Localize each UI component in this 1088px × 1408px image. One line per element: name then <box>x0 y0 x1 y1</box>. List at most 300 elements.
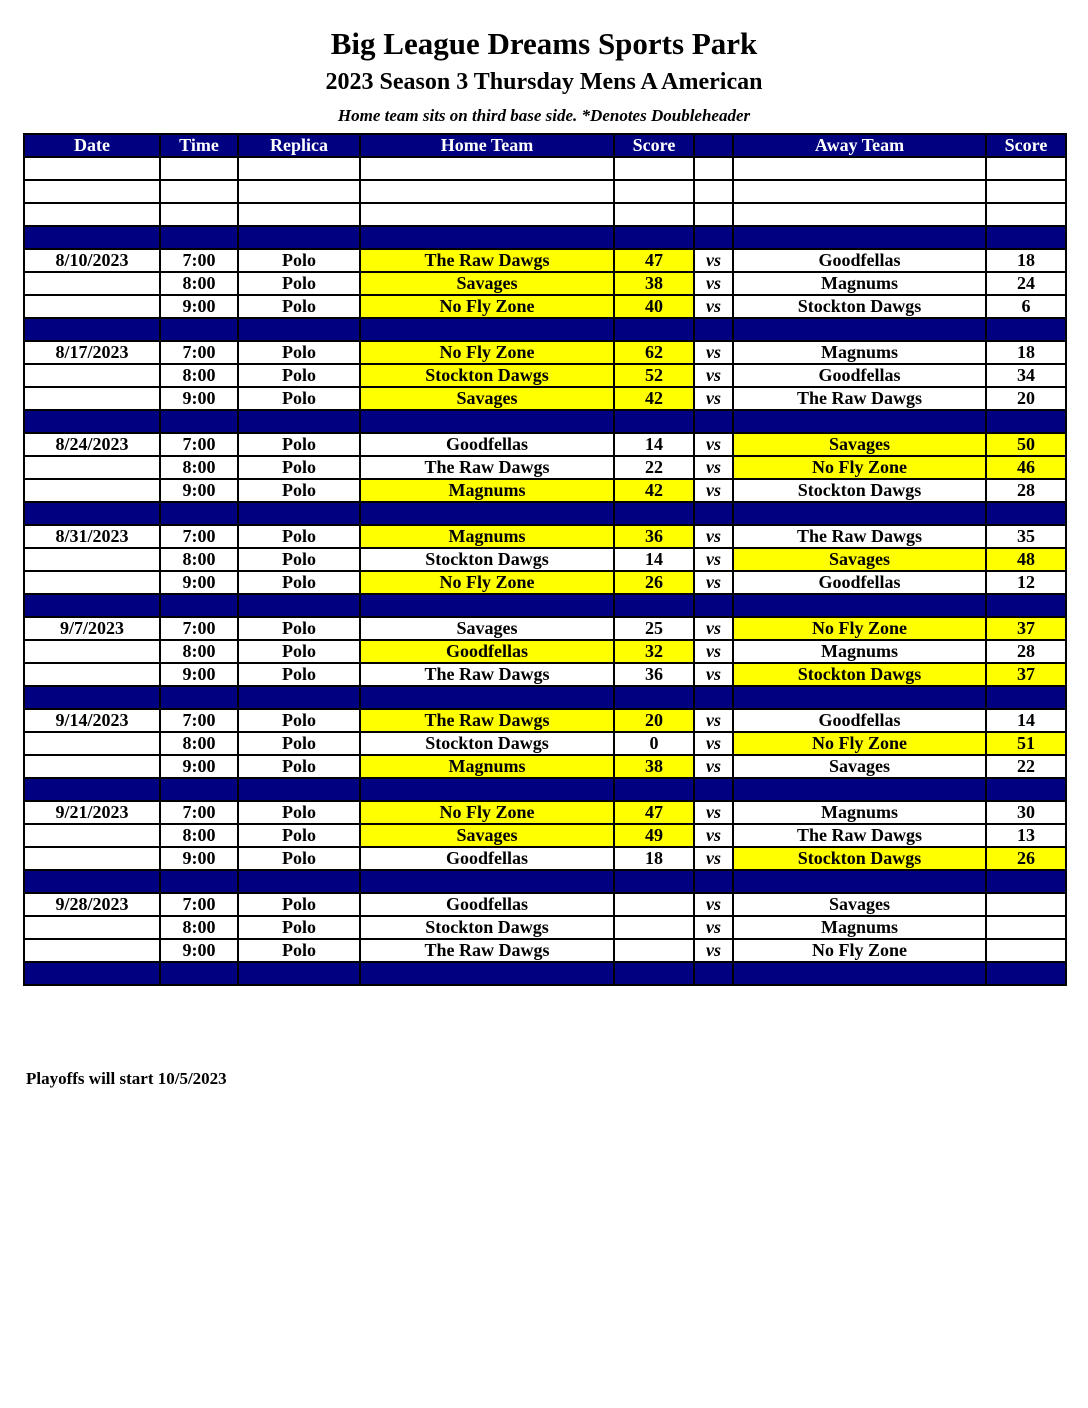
empty-cell <box>694 686 733 709</box>
game-time: 8:00 <box>160 456 238 479</box>
empty-cell <box>733 180 986 203</box>
home-team: Goodfellas <box>360 893 614 916</box>
game-time: 8:00 <box>160 548 238 571</box>
empty-cell <box>238 226 360 249</box>
away-team: Goodfellas <box>733 249 986 272</box>
game-date: 8/31/2023 <box>24 525 160 548</box>
empty-cell <box>160 203 238 226</box>
away-score: 37 <box>986 663 1066 686</box>
home-team: No Fly Zone <box>360 801 614 824</box>
empty-cell <box>614 594 694 617</box>
empty-cell <box>24 778 160 801</box>
vs-label: vs <box>694 755 733 778</box>
game-replica: Polo <box>238 479 360 502</box>
week-separator <box>24 686 1066 709</box>
game-row <box>24 525 1066 548</box>
away-team: Magnums <box>733 272 986 295</box>
home-team: The Raw Dawgs <box>360 939 614 962</box>
empty-cell <box>733 594 986 617</box>
schedule-table <box>23 133 1067 986</box>
empty-cell <box>24 157 160 180</box>
home-score: 18 <box>614 847 694 870</box>
away-team: Stockton Dawgs <box>733 663 986 686</box>
game-time: 7:00 <box>160 525 238 548</box>
game-date: 9/7/2023 <box>24 617 160 640</box>
empty-cell <box>733 502 986 525</box>
home-team: Magnums <box>360 479 614 502</box>
game-row <box>24 732 1066 755</box>
home-score: 32 <box>614 640 694 663</box>
empty-cell <box>160 410 238 433</box>
empty-cell <box>694 180 733 203</box>
empty-cell <box>238 203 360 226</box>
away-team: The Raw Dawgs <box>733 387 986 410</box>
game-replica: Polo <box>238 433 360 456</box>
game-date <box>24 916 160 939</box>
empty-cell <box>986 686 1066 709</box>
empty-cell <box>733 870 986 893</box>
empty-cell <box>238 778 360 801</box>
home-team: Magnums <box>360 525 614 548</box>
game-replica: Polo <box>238 617 360 640</box>
empty-cell <box>160 870 238 893</box>
empty-cell <box>360 870 614 893</box>
game-row <box>24 479 1066 502</box>
game-replica: Polo <box>238 916 360 939</box>
schedule-body <box>24 157 1066 985</box>
game-replica: Polo <box>238 847 360 870</box>
empty-cell <box>360 410 614 433</box>
home-score: 14 <box>614 433 694 456</box>
away-score <box>986 916 1066 939</box>
home-team: No Fly Zone <box>360 571 614 594</box>
empty-cell <box>986 962 1066 985</box>
game-time: 7:00 <box>160 893 238 916</box>
vs-label: vs <box>694 617 733 640</box>
empty-cell <box>694 778 733 801</box>
game-row <box>24 916 1066 939</box>
home-team: Goodfellas <box>360 640 614 663</box>
empty-cell <box>360 203 614 226</box>
game-time: 9:00 <box>160 755 238 778</box>
game-date: 8/10/2023 <box>24 249 160 272</box>
week-separator <box>24 962 1066 985</box>
blank-row <box>24 157 1066 180</box>
empty-cell <box>614 180 694 203</box>
game-date <box>24 732 160 755</box>
game-date <box>24 387 160 410</box>
empty-cell <box>733 318 986 341</box>
away-score: 34 <box>986 364 1066 387</box>
home-score: 36 <box>614 663 694 686</box>
home-team: Savages <box>360 387 614 410</box>
game-replica: Polo <box>238 272 360 295</box>
away-score: 26 <box>986 847 1066 870</box>
vs-label: vs <box>694 433 733 456</box>
game-row <box>24 893 1066 916</box>
away-score: 28 <box>986 479 1066 502</box>
empty-cell <box>694 962 733 985</box>
away-score: 35 <box>986 525 1066 548</box>
empty-cell <box>24 594 160 617</box>
home-score: 47 <box>614 249 694 272</box>
game-time: 9:00 <box>160 663 238 686</box>
away-score: 48 <box>986 548 1066 571</box>
empty-cell <box>614 686 694 709</box>
game-time: 8:00 <box>160 824 238 847</box>
home-score: 26 <box>614 571 694 594</box>
empty-cell <box>160 502 238 525</box>
home-team: Stockton Dawgs <box>360 548 614 571</box>
empty-cell <box>160 318 238 341</box>
empty-cell <box>733 226 986 249</box>
empty-cell <box>986 410 1066 433</box>
empty-cell <box>160 594 238 617</box>
game-date: 9/14/2023 <box>24 709 160 732</box>
game-time: 9:00 <box>160 295 238 318</box>
home-score <box>614 916 694 939</box>
game-row <box>24 801 1066 824</box>
away-team: The Raw Dawgs <box>733 824 986 847</box>
vs-label: vs <box>694 387 733 410</box>
empty-cell <box>614 203 694 226</box>
empty-cell <box>694 870 733 893</box>
home-team: The Raw Dawgs <box>360 249 614 272</box>
game-replica: Polo <box>238 571 360 594</box>
away-team: Savages <box>733 893 986 916</box>
home-score: 42 <box>614 479 694 502</box>
game-replica: Polo <box>238 663 360 686</box>
away-score: 14 <box>986 709 1066 732</box>
game-row <box>24 341 1066 364</box>
game-replica: Polo <box>238 295 360 318</box>
vs-label: vs <box>694 916 733 939</box>
empty-cell <box>160 686 238 709</box>
home-team: Savages <box>360 824 614 847</box>
game-row <box>24 295 1066 318</box>
empty-cell <box>733 778 986 801</box>
home-team: Goodfellas <box>360 847 614 870</box>
empty-cell <box>238 686 360 709</box>
empty-cell <box>360 180 614 203</box>
col-header-date: Date <box>24 134 160 157</box>
vs-label: vs <box>694 364 733 387</box>
game-time: 8:00 <box>160 640 238 663</box>
empty-cell <box>614 778 694 801</box>
game-date <box>24 755 160 778</box>
empty-cell <box>694 226 733 249</box>
game-date <box>24 663 160 686</box>
game-time: 9:00 <box>160 847 238 870</box>
week-separator <box>24 502 1066 525</box>
game-row <box>24 433 1066 456</box>
game-row <box>24 249 1066 272</box>
home-score: 36 <box>614 525 694 548</box>
vs-label: vs <box>694 709 733 732</box>
game-date <box>24 456 160 479</box>
empty-cell <box>24 180 160 203</box>
home-score: 38 <box>614 755 694 778</box>
home-score: 38 <box>614 272 694 295</box>
empty-cell <box>238 594 360 617</box>
game-date <box>24 640 160 663</box>
col-header-away-score: Score <box>986 134 1066 157</box>
game-time: 9:00 <box>160 387 238 410</box>
empty-cell <box>733 203 986 226</box>
empty-cell <box>360 157 614 180</box>
vs-label: vs <box>694 663 733 686</box>
blank-row <box>24 180 1066 203</box>
away-team: Magnums <box>733 916 986 939</box>
home-team: The Raw Dawgs <box>360 709 614 732</box>
game-time: 7:00 <box>160 249 238 272</box>
game-time: 8:00 <box>160 272 238 295</box>
empty-cell <box>160 778 238 801</box>
empty-cell <box>238 870 360 893</box>
week-separator <box>24 594 1066 617</box>
week-separator <box>24 778 1066 801</box>
home-team: The Raw Dawgs <box>360 663 614 686</box>
home-score: 52 <box>614 364 694 387</box>
home-team: The Raw Dawgs <box>360 456 614 479</box>
home-team: No Fly Zone <box>360 295 614 318</box>
col-header-time: Time <box>160 134 238 157</box>
empty-cell <box>360 502 614 525</box>
away-team: No Fly Zone <box>733 617 986 640</box>
game-replica: Polo <box>238 341 360 364</box>
vs-label: vs <box>694 732 733 755</box>
game-row <box>24 939 1066 962</box>
empty-cell <box>986 502 1066 525</box>
empty-cell <box>614 410 694 433</box>
away-team: Goodfellas <box>733 364 986 387</box>
away-team: The Raw Dawgs <box>733 525 986 548</box>
empty-cell <box>24 870 160 893</box>
home-score <box>614 893 694 916</box>
game-date <box>24 364 160 387</box>
empty-cell <box>614 157 694 180</box>
empty-cell <box>986 226 1066 249</box>
empty-cell <box>24 962 160 985</box>
game-row <box>24 755 1066 778</box>
empty-cell <box>360 594 614 617</box>
away-score: 30 <box>986 801 1066 824</box>
game-replica: Polo <box>238 824 360 847</box>
empty-cell <box>614 318 694 341</box>
home-score: 62 <box>614 341 694 364</box>
away-team: Savages <box>733 548 986 571</box>
vs-label: vs <box>694 341 733 364</box>
away-score: 46 <box>986 456 1066 479</box>
empty-cell <box>238 180 360 203</box>
away-team: No Fly Zone <box>733 732 986 755</box>
home-team: Goodfellas <box>360 433 614 456</box>
empty-cell <box>160 157 238 180</box>
away-team: Goodfellas <box>733 571 986 594</box>
game-replica: Polo <box>238 893 360 916</box>
game-row <box>24 640 1066 663</box>
away-team: Stockton Dawgs <box>733 479 986 502</box>
home-score: 40 <box>614 295 694 318</box>
game-date <box>24 548 160 571</box>
away-score: 22 <box>986 755 1066 778</box>
col-header-home-score: Score <box>614 134 694 157</box>
vs-label: vs <box>694 847 733 870</box>
game-row <box>24 548 1066 571</box>
empty-cell <box>24 502 160 525</box>
vs-label: vs <box>694 295 733 318</box>
game-replica: Polo <box>238 456 360 479</box>
vs-label: vs <box>694 456 733 479</box>
vs-label: vs <box>694 249 733 272</box>
game-time: 8:00 <box>160 364 238 387</box>
game-date <box>24 295 160 318</box>
empty-cell <box>614 502 694 525</box>
away-score: 13 <box>986 824 1066 847</box>
away-team: Savages <box>733 755 986 778</box>
empty-cell <box>24 686 160 709</box>
home-score: 42 <box>614 387 694 410</box>
empty-cell <box>160 962 238 985</box>
home-score: 0 <box>614 732 694 755</box>
empty-cell <box>360 318 614 341</box>
empty-cell <box>986 203 1066 226</box>
game-row <box>24 387 1066 410</box>
game-row <box>24 571 1066 594</box>
away-score <box>986 893 1066 916</box>
home-team: No Fly Zone <box>360 341 614 364</box>
home-score: 49 <box>614 824 694 847</box>
game-replica: Polo <box>238 387 360 410</box>
vs-label: vs <box>694 640 733 663</box>
game-row <box>24 709 1066 732</box>
game-row <box>24 272 1066 295</box>
away-team: Magnums <box>733 341 986 364</box>
week-separator <box>24 870 1066 893</box>
game-row <box>24 456 1066 479</box>
empty-cell <box>614 870 694 893</box>
game-time: 8:00 <box>160 916 238 939</box>
home-score <box>614 939 694 962</box>
game-time: 7:00 <box>160 617 238 640</box>
game-replica: Polo <box>238 364 360 387</box>
empty-cell <box>614 962 694 985</box>
game-date: 9/21/2023 <box>24 801 160 824</box>
empty-cell <box>238 410 360 433</box>
home-team: Stockton Dawgs <box>360 732 614 755</box>
home-team: Magnums <box>360 755 614 778</box>
home-team: Savages <box>360 617 614 640</box>
vs-label: vs <box>694 479 733 502</box>
empty-cell <box>986 180 1066 203</box>
home-team: Savages <box>360 272 614 295</box>
empty-cell <box>24 410 160 433</box>
empty-cell <box>238 157 360 180</box>
home-score: 25 <box>614 617 694 640</box>
game-date <box>24 571 160 594</box>
empty-cell <box>733 962 986 985</box>
away-score: 50 <box>986 433 1066 456</box>
away-team: No Fly Zone <box>733 939 986 962</box>
home-score: 22 <box>614 456 694 479</box>
away-score: 18 <box>986 341 1066 364</box>
home-score: 14 <box>614 548 694 571</box>
empty-cell <box>986 778 1066 801</box>
game-date <box>24 272 160 295</box>
vs-label: vs <box>694 548 733 571</box>
vs-label: vs <box>694 801 733 824</box>
empty-cell <box>733 410 986 433</box>
game-replica: Polo <box>238 755 360 778</box>
empty-cell <box>694 157 733 180</box>
game-time: 7:00 <box>160 433 238 456</box>
header-row <box>24 134 1066 157</box>
empty-cell <box>986 870 1066 893</box>
empty-cell <box>24 318 160 341</box>
vs-label: vs <box>694 939 733 962</box>
home-team: Stockton Dawgs <box>360 916 614 939</box>
week-separator <box>24 226 1066 249</box>
away-team: Stockton Dawgs <box>733 295 986 318</box>
game-replica: Polo <box>238 801 360 824</box>
game-replica: Polo <box>238 640 360 663</box>
game-date <box>24 824 160 847</box>
empty-cell <box>160 180 238 203</box>
col-header-vs <box>694 134 733 157</box>
away-score <box>986 939 1066 962</box>
game-time: 9:00 <box>160 939 238 962</box>
empty-cell <box>733 157 986 180</box>
empty-cell <box>360 686 614 709</box>
away-team: Magnums <box>733 640 986 663</box>
away-score: 6 <box>986 295 1066 318</box>
game-time: 7:00 <box>160 801 238 824</box>
empty-cell <box>238 502 360 525</box>
empty-cell <box>614 226 694 249</box>
away-score: 18 <box>986 249 1066 272</box>
game-time: 7:00 <box>160 341 238 364</box>
blank-row <box>24 203 1066 226</box>
empty-cell <box>160 226 238 249</box>
away-team: Goodfellas <box>733 709 986 732</box>
game-row <box>24 617 1066 640</box>
empty-cell <box>238 962 360 985</box>
away-score: 20 <box>986 387 1066 410</box>
col-header-replica: Replica <box>238 134 360 157</box>
away-team: Stockton Dawgs <box>733 847 986 870</box>
page-title: Big League Dreams Sports Park <box>330 26 758 61</box>
vs-label: vs <box>694 893 733 916</box>
game-replica: Polo <box>238 732 360 755</box>
game-time: 9:00 <box>160 479 238 502</box>
empty-cell <box>694 203 733 226</box>
game-row <box>24 824 1066 847</box>
game-date: 8/24/2023 <box>24 433 160 456</box>
away-score: 28 <box>986 640 1066 663</box>
empty-cell <box>360 962 614 985</box>
empty-cell <box>360 778 614 801</box>
seating-note: Home team sits on third base side. *Denotes Doubleheader <box>337 106 751 125</box>
game-replica: Polo <box>238 525 360 548</box>
away-score: 12 <box>986 571 1066 594</box>
game-time: 8:00 <box>160 732 238 755</box>
vs-label: vs <box>694 525 733 548</box>
empty-cell <box>24 226 160 249</box>
week-separator <box>24 410 1066 433</box>
empty-cell <box>694 594 733 617</box>
away-team: Magnums <box>733 801 986 824</box>
game-replica: Polo <box>238 939 360 962</box>
